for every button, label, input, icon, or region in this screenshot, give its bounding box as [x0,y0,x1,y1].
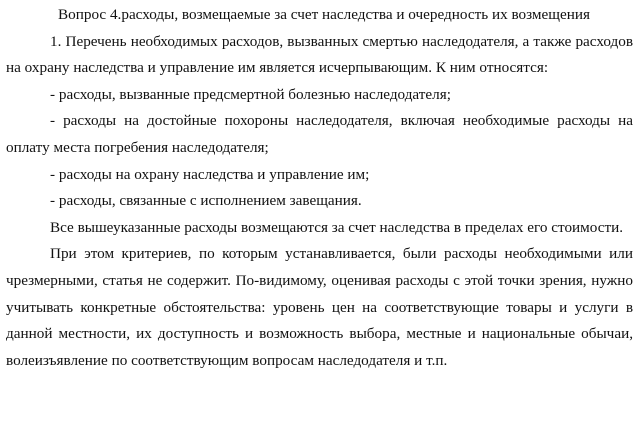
paragraph-1: 1. Перечень необходимых расходов, вызванных смертью наследодателя, а также расходов на охрану наследства и управление им является исчерпывающим. К ним относятся: [6,32,633,77]
paragraph-criteria: При этом критериев, по которым устанавливается, были расходы необходимыми или чрезмерными, статья не содержит. По-видимому, оценивая расходы с этой точки зрения, нужно учитывать конкретные обстоятельства: уровень цен на соответствующие товары и услуги в данной местности, их доступность и возможность выбора, местные и национальные обычаи, волеизъявление по соответствующим вопросам наследодателя и т.п. [6,245,633,369]
list-item-estate-protection-expenses: - расходы на охрану наследства и управление им; [50,165,370,183]
list-item-illness-expenses: - расходы, вызванные предсмертной болезнью наследодателя; [50,85,451,103]
list-item-funeral-expenses: - расходы на достойные похороны наследодателя, включая необходимые расходы на оплату места погребения наследодателя; [6,112,633,156]
page-title: Вопрос 4.расходы, возмещаемые за счет наследства и очередность их возмещения [58,6,590,23]
list-item-will-execution-expenses: - расходы, связанные с исполнением завещания. [50,192,362,210]
paragraph-reimbursement: Все вышеуказанные расходы возмещаются за счет наследства в пределах его стоимости. [50,218,624,236]
